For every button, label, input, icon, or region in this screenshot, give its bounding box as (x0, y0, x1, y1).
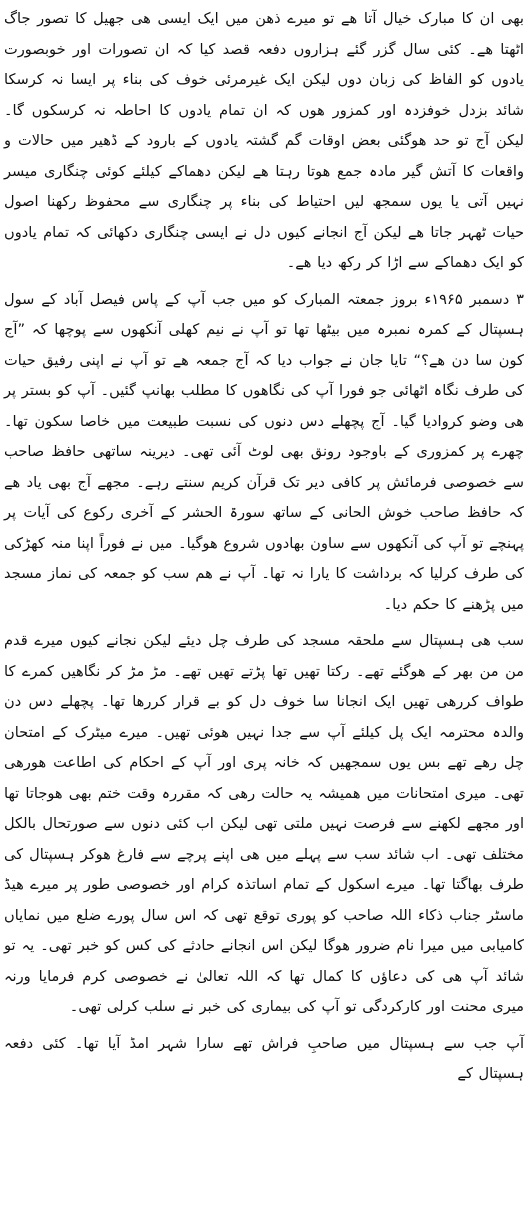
paragraph-hospital-friday: ۳ دسمبر ۱۹۶۵ء بروز جمعتہ المبارک کو میں جب آپ کے پاس فیصل آباد کے سول ہسپتال کے کمرہ نمبرہ میں بیٹھا تھا تو آپ نے نیم کھلی آنکھوں سے پوچھا کہ ”آج کون سا دن ھے؟“ تایا جان نے جواب دیا کہ آج جمعہ ھے تو آپ نے اپنی رفیق حیات کی طرف نگاہ اٹھائی جو فورا آپ کی نگاھوں کا مطلب بھانپ گئیں۔ آپ کو بستر پر ھی وضو کروادیا گیا۔ آج پچھلے دس دنوں کی نسبت طبیعت میں خاصا سکون تھا۔ چھرے پر کمزوری کے باوجود رونق بھی لوٹ آئی تھی۔ دیرینہ ساتھی حافظ صاحب سے خصوصی فرمائش پر کافی دیر تک قرآن کریم سنتے رہے۔ مجھے آج بھی یاد ھے کہ حافظ صاحب خوش الحانی کے ساتھ سورۃ الحشر کے آخری رکوع کی آیات پر پہنچے تو آپ کی آنکھوں سے ساون بھادوں شروع ھوگیا۔ میں نے فوراً اپنا منہ کھڑکی کی طرف کرلیا کہ برداشت کا یارا نہ تھا۔ آپ نے ھم سب کو جمعہ کی نماز مسجد میں پڑھنے کا حکم دیا۔ (4, 290, 524, 613)
paragraph-hospital-visitors: آپ جب سے ہسپتال میں صاحبِ فراش تھے سارا شہر امڈ آیا تھا۔ کئی دفعہ ہسپتال کے (4, 1034, 524, 1082)
paragraph-walk-to-mosque: سب ھی ہسپتال سے ملحقہ مسجد کی طرف چل دیئے لیکن نجانے کیوں میرے قدم من من بھر کے ھوگئے تھے۔ رکتا تھیں تھا پڑتے تھیں تھے۔ مڑ مڑ کر نگاھیں کمرے کا طواف کررھی تھیں ایک انجانا سا خوف دل کو بے قرار کررھا تھا۔ پچھلے دس دن والدہ محترمہ ایک پل کیلئے آپ سے جدا نہیں ھوئی تھیں۔ میرے میٹرک کے امتحان چل رھے تھے بس یوں سمجھیں کہ خانہ پری اور آپ کے احکام کی اطاعت ھورھی تھی۔ میری امتحانات میں ھمیشہ یہ حالت رھی کہ مقررہ وقت ختم بھی ھوجاتا تھا اور مجھے لکھنے سے فرصت نہیں ملتی تھی لیکن اب کئی دنوں سے صورتحال بالکل مختلف تھی۔ اب شائد سب سے پہلے میں ھی اپنے پرچے سے فارغ ھوکر ہسپتال کی طرف بھاگتا تھا۔ میرے اسکول کے تمام اساتذہ کرام اور خصوصی طور پر میرے ھیڈ ماسٹر جناب ذکاء اللہ صاحب کو پوری توقع تھی کہ اس سال پورے ضلع میں نمایاں کامیابی میں میرا نام ضرور ھوگا لیکن اس انجانے حادثے کی کس کو خبر تھی۔ یہ تو شائد آپ ھی کی دعاؤں کا کمال تھا کہ اللہ تعالیٰ نے خصوصی کرم فرمایا ورنہ میری محنت اور کارکردگی تو آپ کی بیماری کی خبر نے سلب کرلی تھی۔ (4, 632, 524, 1015)
paragraph-memory-intro: بھی ان کا مبارک خیال آتا ھے تو میرے ذھن میں ایک ایسی ھی جھیل کا تصور جاگ اٹھتا ھے۔ کئی سال گزر گئے ہزاروں دفعہ قصد کیا کہ ان تصورات اور خوبصورت یادوں کو الفاظ کی زبان دوں لیکن ایک غیرمرئی خوف کی بناء پر ایسا نہ کرسکا شائد بزدل خوفزدہ اور کمزور ھوں کہ ان تمام یادوں کا احاطہ نہ کرسکوں گا۔ لیکن آج تو حد ھوگئی بعض اوقات گم گشتہ یادوں کے بارود کے ڈھیر میں حالات و واقعات کا آتش گیر مادہ جمع ھوتا رہتا ھے لیکن دھماکے کیلئے کوئی چنگاری میسر نہیں آتی یا یوں سمجھ لیں احتیاط کی بناء پر چنگاری سے محفوظ رکھنا اصول حیات ٹھہر جاتا ھے لیکن آج انجانے کیوں دل نے ایسی چنگاری دکھائی کہ تمام یادوں کو ایک دھماکے سے اڑا کر رکھ دیا ھے۔ (4, 10, 524, 271)
